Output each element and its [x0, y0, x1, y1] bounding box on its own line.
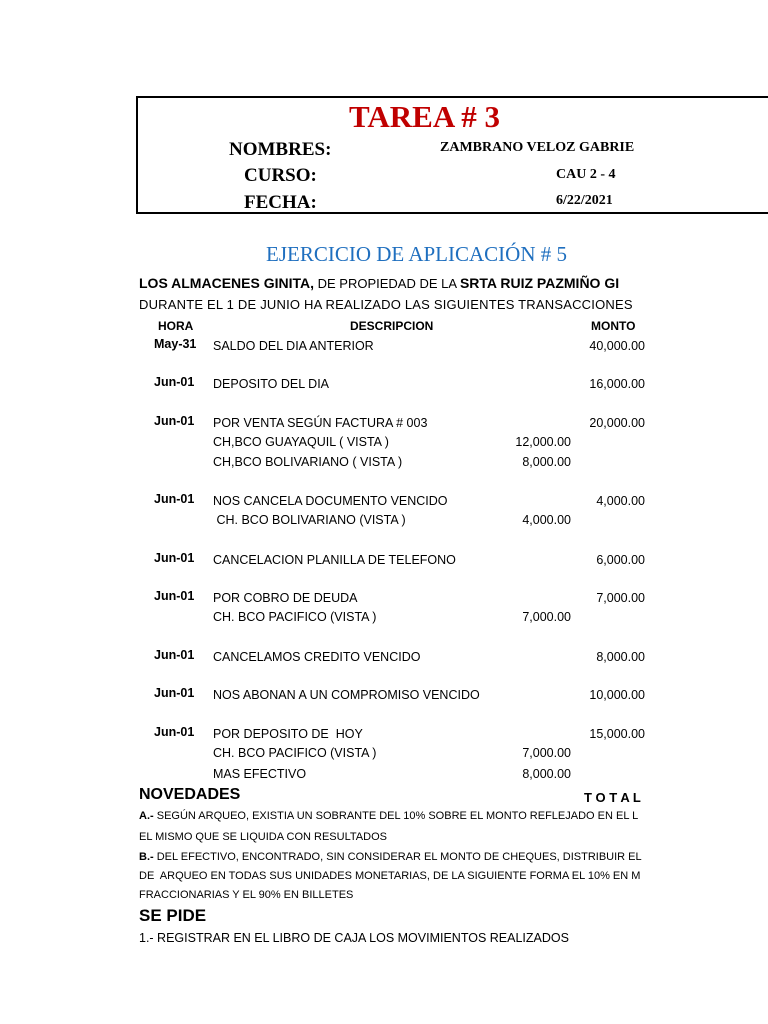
- ejercicio-title: EJERCICIO DE APLICACIÓN # 5: [266, 242, 568, 266]
- transaction-date: Jun-01: [154, 375, 195, 389]
- transaction-subamount: 8,000.00: [522, 767, 571, 781]
- curso-value: CAU 2 - 4: [556, 167, 616, 182]
- transaction-detail: CH,BCO GUAYAQUIL ( VISTA ): [213, 435, 389, 449]
- transaction-amount: 7,000.00: [596, 591, 645, 605]
- nombres-label: NOMBRES:: [229, 139, 332, 160]
- column-descripcion: DESCRIPCION: [350, 319, 434, 333]
- transaction-amount: 10,000.00: [589, 688, 645, 702]
- fecha-label: FECHA:: [244, 192, 317, 213]
- intro-line-1: [139, 275, 619, 291]
- transaction-desc: NOS CANCELA DOCUMENTO VENCIDO: [213, 494, 448, 508]
- transaction-subamount: 7,000.00: [522, 746, 571, 760]
- transaction-desc: DEPOSITO DEL DIA: [213, 377, 330, 391]
- column-monto: MONTO: [591, 319, 636, 333]
- novedad-a-line-1: [139, 810, 638, 822]
- column-hora: HORA: [158, 319, 194, 333]
- transaction-detail: MAS EFECTIVO: [213, 767, 307, 781]
- novedad-b-text: DEL EFECTIVO, ENCONTRADO, SIN CONSIDERAR EL MONTO DE CHEQUES, DISTRIBUIR EL: [153, 851, 642, 863]
- transaction-desc: NOS ABONAN A UN COMPROMISO VENCIDO: [213, 688, 480, 702]
- transaction-desc: POR COBRO DE DEUDA: [213, 591, 358, 605]
- transaction-date: Jun-01: [154, 725, 195, 739]
- transaction-date: Jun-01: [154, 414, 195, 428]
- transaction-amount: 8,000.00: [596, 650, 645, 664]
- nombres-value: ZAMBRANO VELOZ GABRIE: [440, 140, 635, 155]
- novedad-a-text: SEGÚN ARQUEO, EXISTIA UN SOBRANTE DEL 10% SOBRE EL MONTO REFLEJADO EN EL L: [153, 810, 639, 822]
- curso-label: CURSO:: [244, 165, 317, 186]
- company-connector: DE PROPIEDAD DE LA: [314, 276, 460, 291]
- transaction-detail: CH. BCO BOLIVARIANO (VISTA ): [213, 513, 406, 527]
- transaction-date: Jun-01: [154, 551, 195, 565]
- transaction-amount: 20,000.00: [589, 416, 645, 430]
- transaction-desc: POR VENTA SEGÚN FACTURA # 003: [213, 416, 428, 430]
- transaction-detail: CH. BCO PACIFICO (VISTA ): [213, 610, 377, 624]
- transaction-detail: CH. BCO PACIFICO (VISTA ): [213, 746, 377, 760]
- fecha-value: 6/22/2021: [556, 193, 613, 208]
- transaction-desc: SALDO DEL DIA ANTERIOR: [213, 339, 374, 353]
- transaction-subamount: 12,000.00: [515, 435, 571, 449]
- transaction-detail: CH,BCO BOLIVARIANO ( VISTA ): [213, 455, 403, 469]
- transaction-amount: 15,000.00: [589, 727, 645, 741]
- novedad-b-line-1: [139, 851, 642, 863]
- novedad-b-prefix: B.-: [139, 851, 154, 863]
- transaction-amount: 6,000.00: [596, 553, 645, 567]
- total-label: T O T A L: [584, 790, 641, 805]
- transaction-desc: CANCELACION PLANILLA DE TELEFONO: [213, 553, 456, 567]
- transaction-date: Jun-01: [154, 686, 195, 700]
- transaction-date: May-31: [154, 337, 197, 351]
- novedades-title: NOVEDADES: [139, 786, 241, 803]
- transaction-date: Jun-01: [154, 648, 195, 662]
- transaction-desc: CANCELAMOS CREDITO VENCIDO: [213, 650, 421, 664]
- transaction-subamount: 8,000.00: [522, 455, 571, 469]
- novedad-b-line-2: DE ARQUEO EN TODAS SUS UNIDADES MONETARIAS, DE LA SIGUIENTE FORMA EL 10% EN M: [139, 870, 641, 882]
- intro-line-2: DURANTE EL 1 DE JUNIO HA REALIZADO LAS SIGUIENTES TRANSACCIONES: [139, 297, 633, 312]
- page-title: TAREA # 3: [349, 99, 501, 134]
- company-name: LOS ALMACENES GINITA,: [139, 275, 314, 291]
- owner-name: SRTA RUIZ PAZMIÑO GI: [459, 275, 620, 291]
- transaction-amount: 40,000.00: [589, 339, 645, 353]
- transaction-desc: POR DEPOSITO DE HOY: [213, 727, 363, 741]
- novedad-a-prefix: A.-: [139, 810, 154, 822]
- transaction-subamount: 7,000.00: [522, 610, 571, 624]
- transaction-date: Jun-01: [154, 492, 195, 506]
- novedad-b-line-3: FRACCIONARIAS Y EL 90% EN BILLETES: [139, 889, 354, 901]
- transaction-amount: 16,000.00: [589, 377, 645, 391]
- transaction-subamount: 4,000.00: [522, 513, 571, 527]
- novedad-a-line-2: EL MISMO QUE SE LIQUIDA CON RESULTADOS: [139, 831, 387, 843]
- transaction-date: Jun-01: [154, 589, 195, 603]
- se-pide-title: SE PIDE: [139, 906, 207, 925]
- transaction-amount: 4,000.00: [596, 494, 645, 508]
- se-pide-item-1: 1.- REGISTRAR EN EL LIBRO DE CAJA LOS MOVIMIENTOS REALIZADOS: [139, 931, 569, 945]
